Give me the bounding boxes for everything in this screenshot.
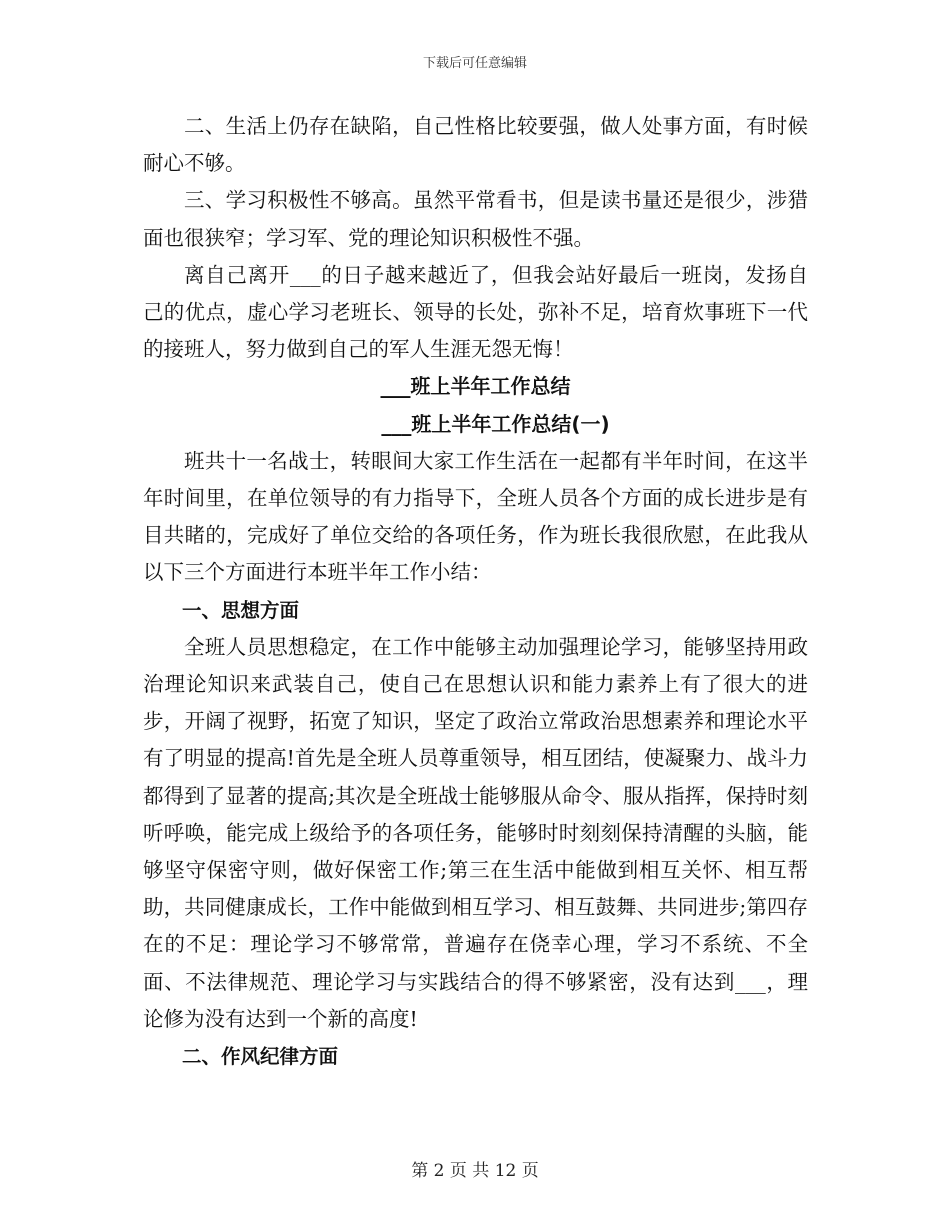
paragraph-study-shortcomings: 三、学习积极性不够高。虽然平常看书，但是读书量还是很少，涉猎面也很狭窄；学习军、党的理论知识积极性不强。 xyxy=(143,188,808,250)
paragraph-thought: 全班人员思想稳定，在工作中能够主动加强理论学习，能够坚持用政治理论知识来武装自己，使自己在思想认识和能力素养上有了很大的进步，开阔了视野，拓宽了知识，坚定了政治立常政治思想素养和理论水平有了明显的提高!首先是全班人员尊重领导，相互团结，使凝聚力、战斗力都得到了显著的提高;其次是全班战士能够服从命令、服从指挥，保持时刻听呼唤，能完成上级给予的各项任务，能够时时刻刻保持清醒的头脑，能够坚守保密守则，做好保密工作;第三在生活中能做到相互关怀、相互帮助，共同健康成长，工作中能做到相互学习、相互鼓舞、共同进步;第四存在的不足：理论学习不够常常，普遍存在侥幸心理，学习不系统、不全面、不法律规范、理论学习与实践结合的得不够紧密，没有达到___，理论修为没有达到一个新的高度! xyxy=(143,634,808,1031)
section-heading-discipline: 二、作风纪律方面 xyxy=(182,1045,339,1069)
section-heading-thought: 一、思想方面 xyxy=(182,598,300,622)
paragraph-life-shortcomings: 二、生活上仍存在缺陷，自己性格比较要强，做人处事方面，有时候耐心不够。 xyxy=(143,114,808,176)
document-subtitle: ___班上半年工作总结(一) xyxy=(381,411,610,436)
paragraph-farewell: 离自己离开___的日子越来越近了，但我会站好最后一班岗，发扬自己的优点，虚心学习老班长、领导的长处，弥补不足，培育炊事班下一代的接班人，努力做到自己的军人生涯无怨无悔！ xyxy=(143,262,808,362)
page-footer-number: 第 2 页 共 12 页 xyxy=(411,1161,539,1181)
document-title: ___班上半年工作总结 xyxy=(380,374,571,399)
page-header-note: 下载后可任意编辑 xyxy=(422,56,527,71)
paragraph-intro: 班共十一名战士，转眼间大家工作生活在一起都有半年时间，在这半年时间里，在单位领导的有力指导下，全班人员各个方面的成长进步是有目共睹的，完成好了单位交给的各项任务，作为班长我很欣慰，在此我从以下三个方面进行本班半年工作小结： xyxy=(143,448,808,585)
document-body xyxy=(143,108,808,1075)
